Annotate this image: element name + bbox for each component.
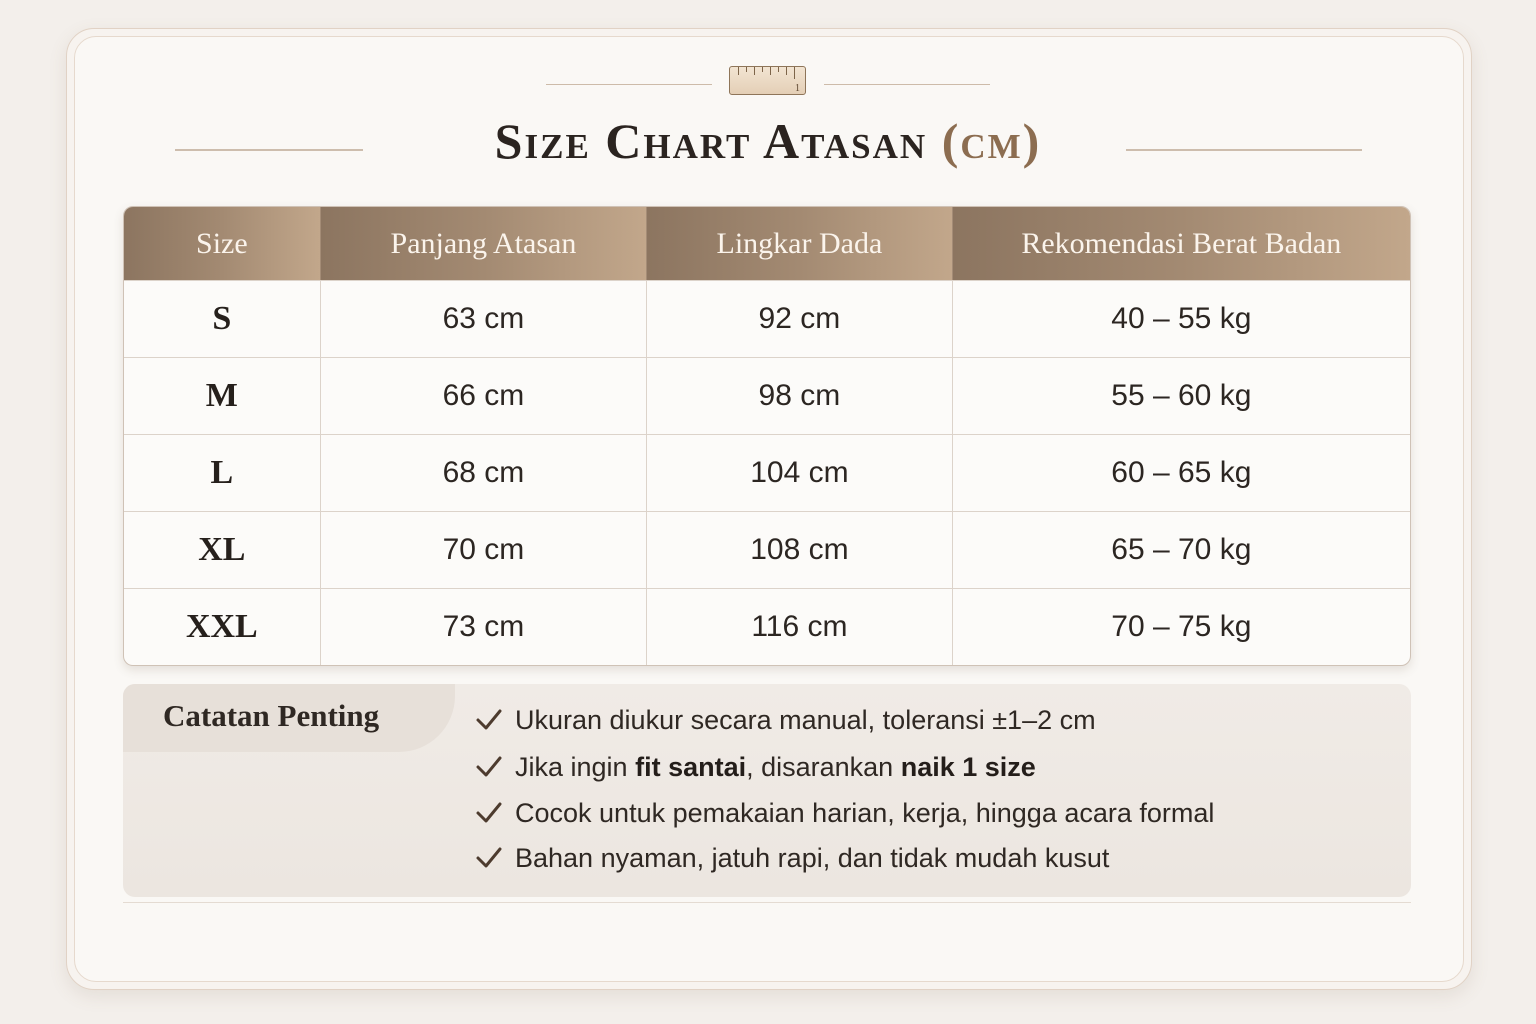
note-text: Ukuran diukur secara manual, toleransi ±1–2 cm bbox=[515, 704, 1096, 735]
check-icon bbox=[475, 753, 503, 781]
berat-cell: 60 – 65 kg bbox=[953, 434, 1410, 511]
note-item bbox=[475, 747, 1036, 787]
size-cell: S bbox=[124, 280, 321, 357]
berat-cell: 55 – 60 kg bbox=[953, 357, 1410, 434]
lingkar-cell: 116 cm bbox=[647, 588, 953, 665]
note-text: Bahan nyaman, jatuh rapi, dan tidak mudah kusut bbox=[515, 842, 1110, 873]
ruler-number: 1 bbox=[795, 83, 800, 94]
ruler-right-line bbox=[824, 84, 990, 85]
berat-cell: 65 – 70 kg bbox=[953, 511, 1410, 588]
note-text-bold-size: naik 1 size bbox=[900, 751, 1036, 782]
size-cell: XL bbox=[124, 511, 321, 588]
lingkar-cell: 98 cm bbox=[647, 357, 953, 434]
size-cell: XXL bbox=[124, 588, 321, 665]
size-cell: M bbox=[124, 357, 321, 434]
note-item bbox=[475, 838, 1109, 878]
panjang-cell: 68 cm bbox=[321, 434, 647, 511]
table-row bbox=[124, 511, 1410, 588]
note-text: Cocok untuk pemakaian harian, kerja, hingga acara formal bbox=[515, 797, 1215, 828]
title-main: Size Chart Atasan bbox=[494, 113, 928, 169]
header-rekomendasi-berat: Rekomendasi Berat Badan bbox=[953, 207, 1410, 280]
note-item bbox=[475, 700, 1096, 740]
table-row bbox=[124, 588, 1410, 665]
notes-title: Catatan Penting bbox=[163, 698, 380, 733]
berat-cell: 40 – 55 kg bbox=[953, 280, 1410, 357]
panjang-cell: 66 cm bbox=[321, 357, 647, 434]
check-icon bbox=[475, 844, 503, 872]
lingkar-cell: 92 cm bbox=[647, 280, 953, 357]
header-lingkar-dada: Lingkar Dada bbox=[647, 207, 953, 280]
size-cell: L bbox=[124, 434, 321, 511]
panjang-cell: 70 cm bbox=[321, 511, 647, 588]
ruler-icon bbox=[729, 66, 806, 95]
table-header-row bbox=[124, 207, 1410, 280]
note-text bbox=[515, 752, 1036, 783]
panjang-cell: 73 cm bbox=[321, 588, 647, 665]
table-row bbox=[124, 434, 1410, 511]
ruler-left-line bbox=[546, 84, 712, 85]
note-text-bold-fit: fit santai bbox=[635, 751, 747, 782]
table-row bbox=[124, 280, 1410, 357]
check-icon bbox=[475, 799, 503, 827]
panjang-cell: 63 cm bbox=[321, 280, 647, 357]
berat-cell: 70 – 75 kg bbox=[953, 588, 1410, 665]
header-panjang-atasan: Panjang Atasan bbox=[321, 207, 647, 280]
note-item bbox=[475, 793, 1214, 833]
title-unit: (cm) bbox=[941, 113, 1042, 169]
notes-panel bbox=[123, 684, 1411, 897]
check-icon bbox=[475, 706, 503, 734]
note-text-pre: Jika ingin bbox=[515, 751, 636, 782]
page-title bbox=[0, 112, 1536, 170]
bottom-divider bbox=[123, 902, 1411, 903]
size-table bbox=[123, 206, 1411, 666]
header-size: Size bbox=[124, 207, 321, 280]
lingkar-cell: 108 cm bbox=[647, 511, 953, 588]
lingkar-cell: 104 cm bbox=[647, 434, 953, 511]
note-text-mid: , disarankan bbox=[746, 751, 901, 782]
table-row bbox=[124, 357, 1410, 434]
